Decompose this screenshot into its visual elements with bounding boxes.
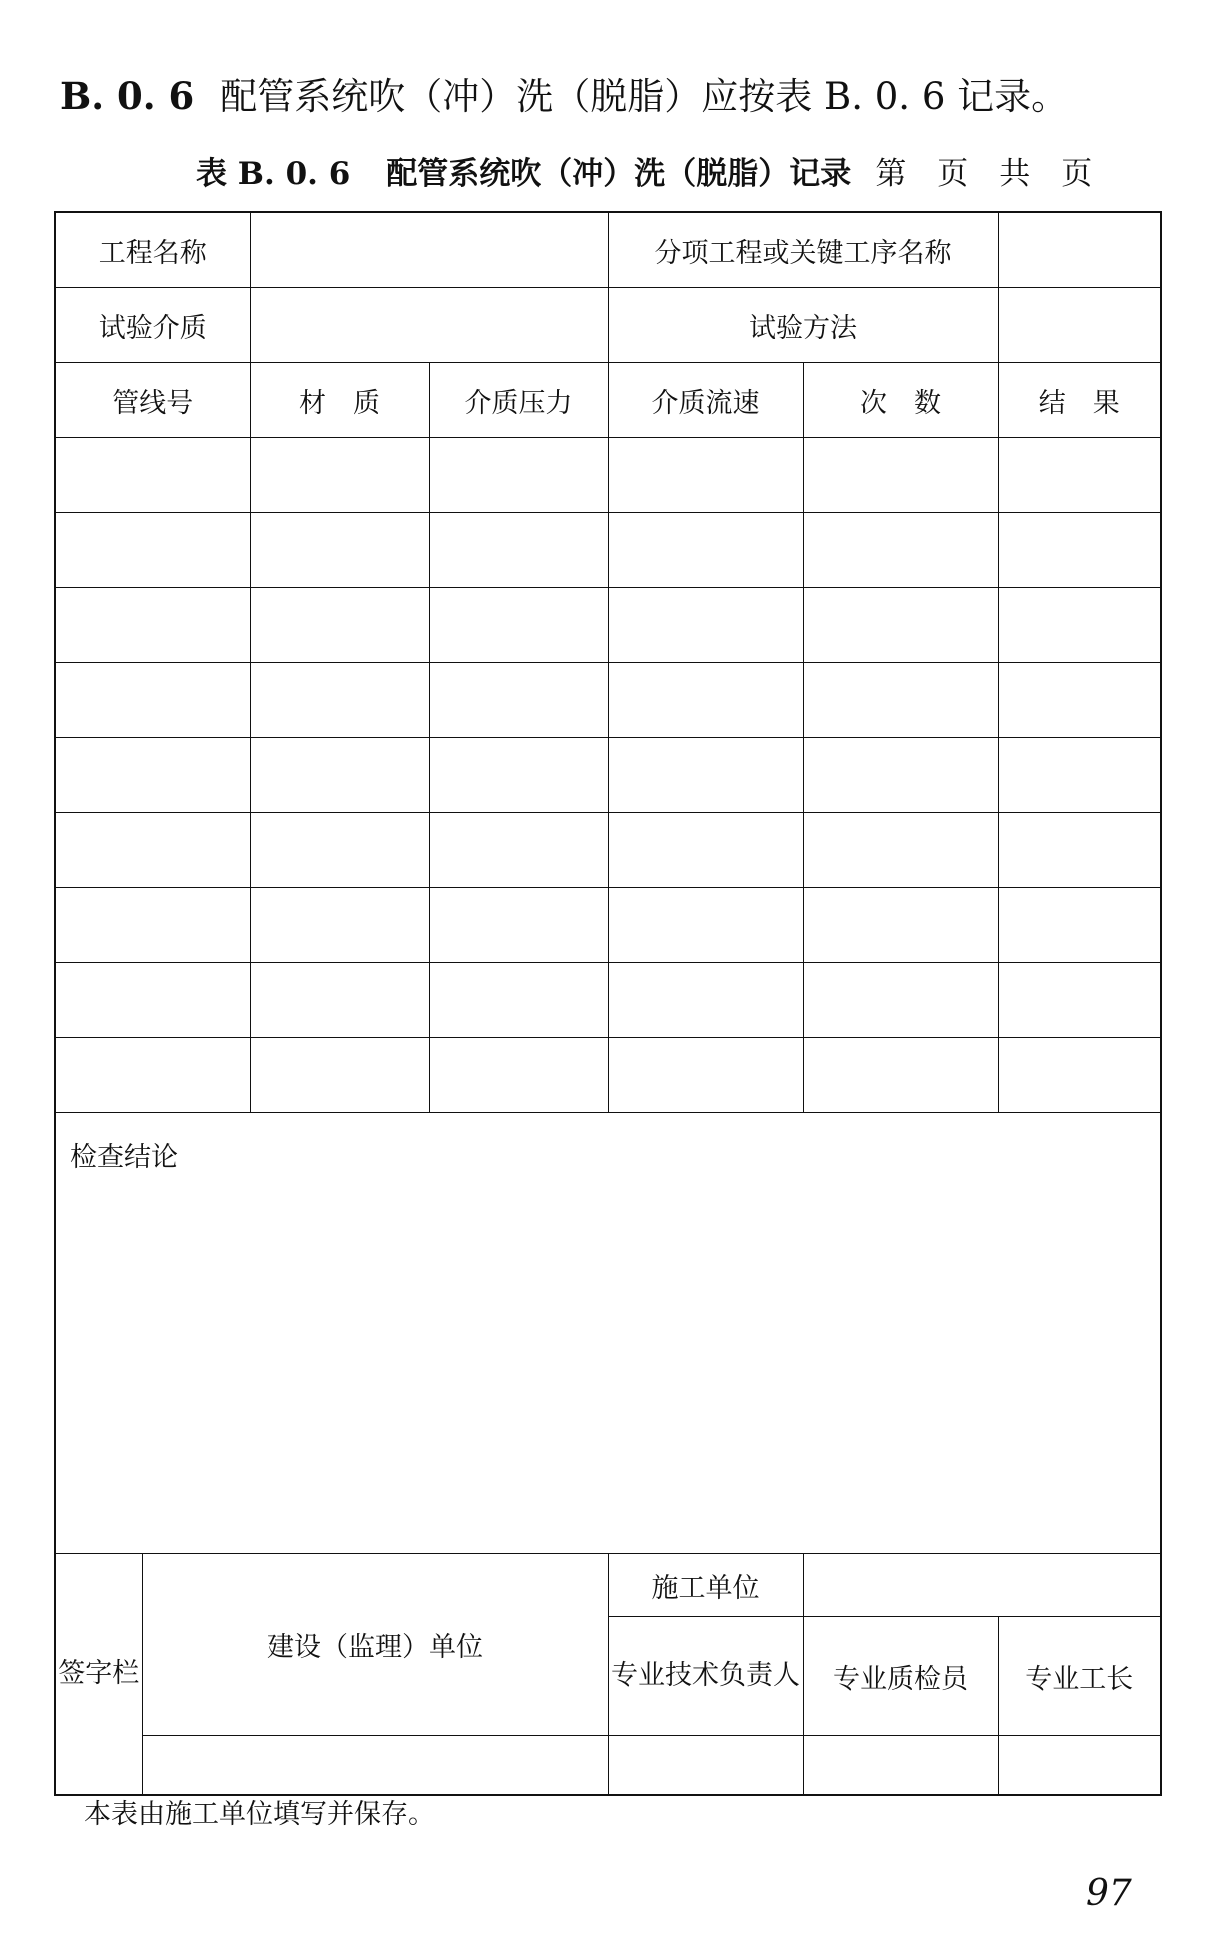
table-name: 配管系统吹（冲）洗（脱脂）记录 xyxy=(386,156,852,192)
signature-row-1 xyxy=(55,1554,1161,1617)
col-header-flow-rate: 介质流速 xyxy=(608,363,803,438)
conclusion-label: 检查结论 xyxy=(70,1142,178,1173)
project-row xyxy=(55,212,1161,288)
cell-flow-rate[interactable] xyxy=(608,1038,803,1113)
conclusion-row xyxy=(55,1113,1161,1554)
subitem-name-label: 分项工程或关键工序名称 xyxy=(608,212,998,288)
table-row xyxy=(55,888,1161,963)
cell-pressure[interactable] xyxy=(429,588,608,663)
contractor-unit-label: 施工单位 xyxy=(608,1554,803,1617)
cell-pressure[interactable] xyxy=(429,888,608,963)
cell-material[interactable] xyxy=(250,663,429,738)
col-header-count: 次 数 xyxy=(803,363,998,438)
table-row xyxy=(55,813,1161,888)
footnote: 本表由施工单位填写并保存。 xyxy=(84,1799,435,1830)
cell-material[interactable] xyxy=(250,738,429,813)
qc-inspector-label: 专业质检员 xyxy=(803,1617,998,1736)
table-row xyxy=(55,438,1161,513)
table-row xyxy=(55,588,1161,663)
clause-number: B. 0. 6 xyxy=(60,74,195,118)
cell-count[interactable] xyxy=(803,663,998,738)
conclusion-cell[interactable] xyxy=(55,1113,1161,1554)
cell-material[interactable] xyxy=(250,513,429,588)
cell-flow-rate[interactable] xyxy=(608,438,803,513)
record-form-table xyxy=(54,211,1162,1796)
cell-count[interactable] xyxy=(803,513,998,588)
col-header-pipeline-no: 管线号 xyxy=(55,363,250,438)
column-header-row xyxy=(55,363,1161,438)
test-medium-value[interactable] xyxy=(250,288,608,363)
cell-flow-rate[interactable] xyxy=(608,588,803,663)
cell-pipeline-no[interactable] xyxy=(55,513,250,588)
cell-count[interactable] xyxy=(803,963,998,1038)
cell-pressure[interactable] xyxy=(429,738,608,813)
table-row xyxy=(55,963,1161,1038)
cell-count[interactable] xyxy=(803,1038,998,1113)
owner-unit-signature[interactable] xyxy=(142,1736,608,1796)
page-info: 第 页 共 页 xyxy=(875,156,1093,192)
cell-material[interactable] xyxy=(250,1038,429,1113)
cell-pressure[interactable] xyxy=(429,513,608,588)
medium-row xyxy=(55,288,1161,363)
cell-material[interactable] xyxy=(250,588,429,663)
table-row xyxy=(55,738,1161,813)
cell-pipeline-no[interactable] xyxy=(55,663,250,738)
cell-pipeline-no[interactable] xyxy=(55,1038,250,1113)
cell-result[interactable] xyxy=(998,438,1161,513)
table-title xyxy=(196,152,1092,196)
cell-count[interactable] xyxy=(803,888,998,963)
cell-material[interactable] xyxy=(250,813,429,888)
cell-pressure[interactable] xyxy=(429,963,608,1038)
cell-pipeline-no[interactable] xyxy=(55,963,250,1038)
cell-flow-rate[interactable] xyxy=(608,738,803,813)
cell-pipeline-no[interactable] xyxy=(55,738,250,813)
foreman-label: 专业工长 xyxy=(998,1617,1161,1736)
test-medium-label: 试验介质 xyxy=(55,288,250,363)
cell-result[interactable] xyxy=(998,588,1161,663)
cell-result[interactable] xyxy=(998,963,1161,1038)
cell-result[interactable] xyxy=(998,738,1161,813)
sign-label-text: 签字栏 xyxy=(58,1658,140,1689)
foreman-signature[interactable] xyxy=(998,1736,1161,1796)
cell-result[interactable] xyxy=(998,813,1161,888)
project-name-value[interactable] xyxy=(250,212,608,288)
project-name-label: 工程名称 xyxy=(55,212,250,288)
tech-lead-label: 专业技术负责人 xyxy=(608,1617,803,1736)
cell-result[interactable] xyxy=(998,888,1161,963)
cell-pressure[interactable] xyxy=(429,438,608,513)
page-number: 97 xyxy=(1086,1873,1132,1914)
col-header-result: 结 果 xyxy=(998,363,1161,438)
cell-material[interactable] xyxy=(250,963,429,1038)
cell-flow-rate[interactable] xyxy=(608,813,803,888)
cell-flow-rate[interactable] xyxy=(608,663,803,738)
cell-result[interactable] xyxy=(998,1038,1161,1113)
cell-flow-rate[interactable] xyxy=(608,513,803,588)
cell-flow-rate[interactable] xyxy=(608,963,803,1038)
cell-pressure[interactable] xyxy=(429,663,608,738)
owner-unit-label: 建设（监理）单位 xyxy=(142,1554,608,1736)
contractor-unit-value[interactable] xyxy=(803,1554,1161,1617)
subitem-name-value[interactable] xyxy=(998,212,1161,288)
clause-text: 配管系统吹（冲）洗（脱脂）应按表 B. 0. 6 记录。 xyxy=(220,75,1069,118)
sign-section-label xyxy=(55,1554,142,1796)
table-row xyxy=(55,1038,1161,1113)
col-header-material: 材 质 xyxy=(250,363,429,438)
cell-pressure[interactable] xyxy=(429,813,608,888)
test-method-value[interactable] xyxy=(998,288,1161,363)
table-row xyxy=(55,513,1161,588)
cell-count[interactable] xyxy=(803,438,998,513)
cell-pressure[interactable] xyxy=(429,1038,608,1113)
cell-pipeline-no[interactable] xyxy=(55,438,250,513)
col-header-pressure: 介质压力 xyxy=(429,363,608,438)
cell-material[interactable] xyxy=(250,888,429,963)
clause-heading xyxy=(60,72,1068,121)
cell-material[interactable] xyxy=(250,438,429,513)
cell-count[interactable] xyxy=(803,738,998,813)
qc-inspector-signature[interactable] xyxy=(803,1736,998,1796)
cell-result[interactable] xyxy=(998,663,1161,738)
cell-pipeline-no[interactable] xyxy=(55,813,250,888)
cell-pipeline-no[interactable] xyxy=(55,888,250,963)
cell-result[interactable] xyxy=(998,513,1161,588)
cell-pipeline-no[interactable] xyxy=(55,588,250,663)
cell-flow-rate[interactable] xyxy=(608,888,803,963)
tech-lead-signature[interactable] xyxy=(608,1736,803,1796)
table-number: 表 B. 0. 6 xyxy=(196,156,351,192)
table-row xyxy=(55,663,1161,738)
signature-row-3 xyxy=(55,1736,1161,1796)
cell-count[interactable] xyxy=(803,813,998,888)
test-method-label: 试验方法 xyxy=(608,288,998,363)
cell-count[interactable] xyxy=(803,588,998,663)
